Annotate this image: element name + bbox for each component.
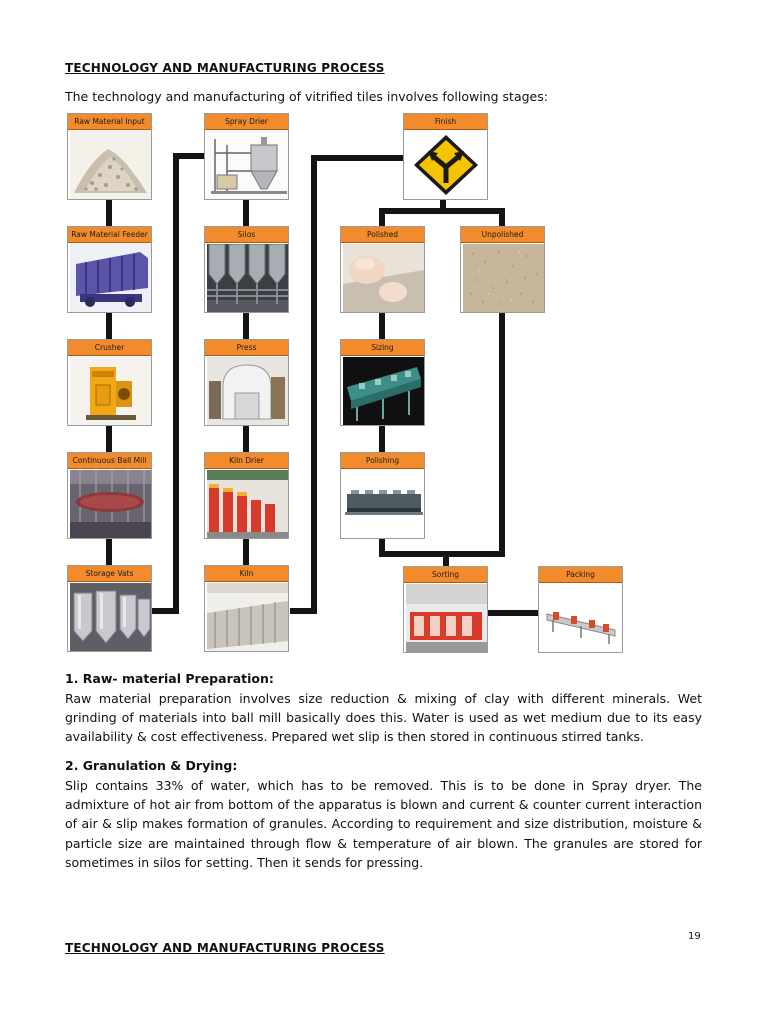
section-title: 1. Raw- material Preparation: [65, 671, 274, 686]
connector [443, 551, 449, 567]
connector [379, 551, 505, 557]
feeder-machine-image [70, 244, 149, 310]
stage-label: Sizing [341, 340, 424, 356]
stage-silos [204, 226, 289, 313]
connector [379, 312, 385, 339]
connector [499, 312, 505, 557]
section-title: 2. Granulation & Drying: [65, 758, 238, 773]
connector [106, 199, 112, 227]
packing-machine-image [541, 584, 620, 650]
connector [173, 153, 205, 159]
stage-label: Press [205, 340, 288, 356]
page-number: 19 [688, 931, 701, 942]
stage-label: Spray Drier [205, 114, 288, 130]
intro-text: The technology and manufacturing of vitrified tiles involves following stages: [65, 89, 548, 104]
stage-unpolished [460, 226, 545, 313]
kiln-image [207, 583, 286, 649]
stage-polished [340, 226, 425, 313]
stage-label: Sorting [404, 567, 487, 583]
connector [173, 153, 179, 614]
connector [243, 425, 249, 452]
stage-label: Polishing [341, 453, 424, 469]
polished-tile-image [343, 244, 422, 310]
section-body: Raw material preparation involves size reduction & mixing of clay with different minerals. Wet grinding of materials into ball mill basically does this. Water is used as wet medium due to its easy availability & cost effectiveness. Prepared wet slip is then stored in continuous stirred tanks. [65, 691, 702, 745]
sorting-line-image [406, 584, 485, 650]
stage-label: Packing [539, 567, 622, 583]
connector [106, 538, 112, 565]
stage-press [204, 339, 289, 426]
stage-kiln [204, 565, 289, 652]
stage-label: Kiln Drier [205, 453, 288, 469]
connector [379, 208, 504, 214]
stage-raw-material-feeder [67, 226, 152, 313]
unpolished-tile-image [463, 244, 542, 310]
connector [379, 425, 385, 453]
raw-material-pile-image [70, 131, 149, 197]
stage-storage-vats [67, 565, 152, 652]
page-heading: TECHNOLOGY AND MANUFACTURING PROCESS [65, 61, 385, 75]
connector [311, 155, 404, 161]
stage-raw-material-input [67, 113, 152, 200]
stage-label: Unpolished [461, 227, 544, 243]
stage-sorting [403, 566, 488, 653]
crusher-machine-image [70, 357, 149, 423]
stage-label: Crusher [68, 340, 151, 356]
stage-label: Polished [341, 227, 424, 243]
press-machine-image [207, 357, 286, 423]
stage-label: Raw Material Feeder [68, 227, 151, 243]
connector [106, 425, 112, 452]
connector [379, 208, 385, 227]
stage-finish [403, 113, 488, 200]
connector [243, 538, 249, 565]
stage-label: Finish [404, 114, 487, 130]
connector [488, 610, 539, 616]
stage-label: Raw Material Input [68, 114, 151, 130]
sizing-machine-image [343, 357, 422, 423]
stage-label: Continuous Ball Mill [68, 453, 151, 469]
connector [243, 199, 249, 227]
storage-tanks-image [70, 583, 149, 649]
connector [243, 312, 249, 339]
stage-kiln-drier [204, 452, 289, 539]
fork-road-sign-icon [406, 131, 485, 197]
stage-label: Storage Vats [68, 566, 151, 582]
stage-packing [538, 566, 623, 653]
stage-label: Silos [205, 227, 288, 243]
stage-label: Kiln [205, 566, 288, 582]
stage-polishing [340, 452, 425, 539]
polishing-line-image [343, 470, 422, 536]
stage-crusher [67, 339, 152, 426]
ball-mill-image [70, 470, 149, 536]
section-body: Slip contains 33% of water, which has to be removed. This is to be done in Spray dryer. The admixture of hot air from bottom of the apparatus is blown and current & counter current interaction of air & slip makes formation of granules. According to requirement and size distribution, moisture & particle size are maintained through flow & temperature of air blown. The granules are stored for sometimes in silos for setting. Then it sends for pressing. [65, 778, 702, 870]
footer-heading: TECHNOLOGY AND MANUFACTURING PROCESS [65, 941, 385, 955]
spray-drier-image [207, 131, 286, 197]
kiln-drier-image [207, 470, 286, 536]
stage-continuous-ball-mill [67, 452, 152, 539]
stage-sizing [340, 339, 425, 426]
stage-spray-drier [204, 113, 289, 200]
connector [106, 312, 112, 339]
silos-image [207, 244, 286, 310]
connector [311, 155, 317, 614]
connector [499, 208, 505, 227]
